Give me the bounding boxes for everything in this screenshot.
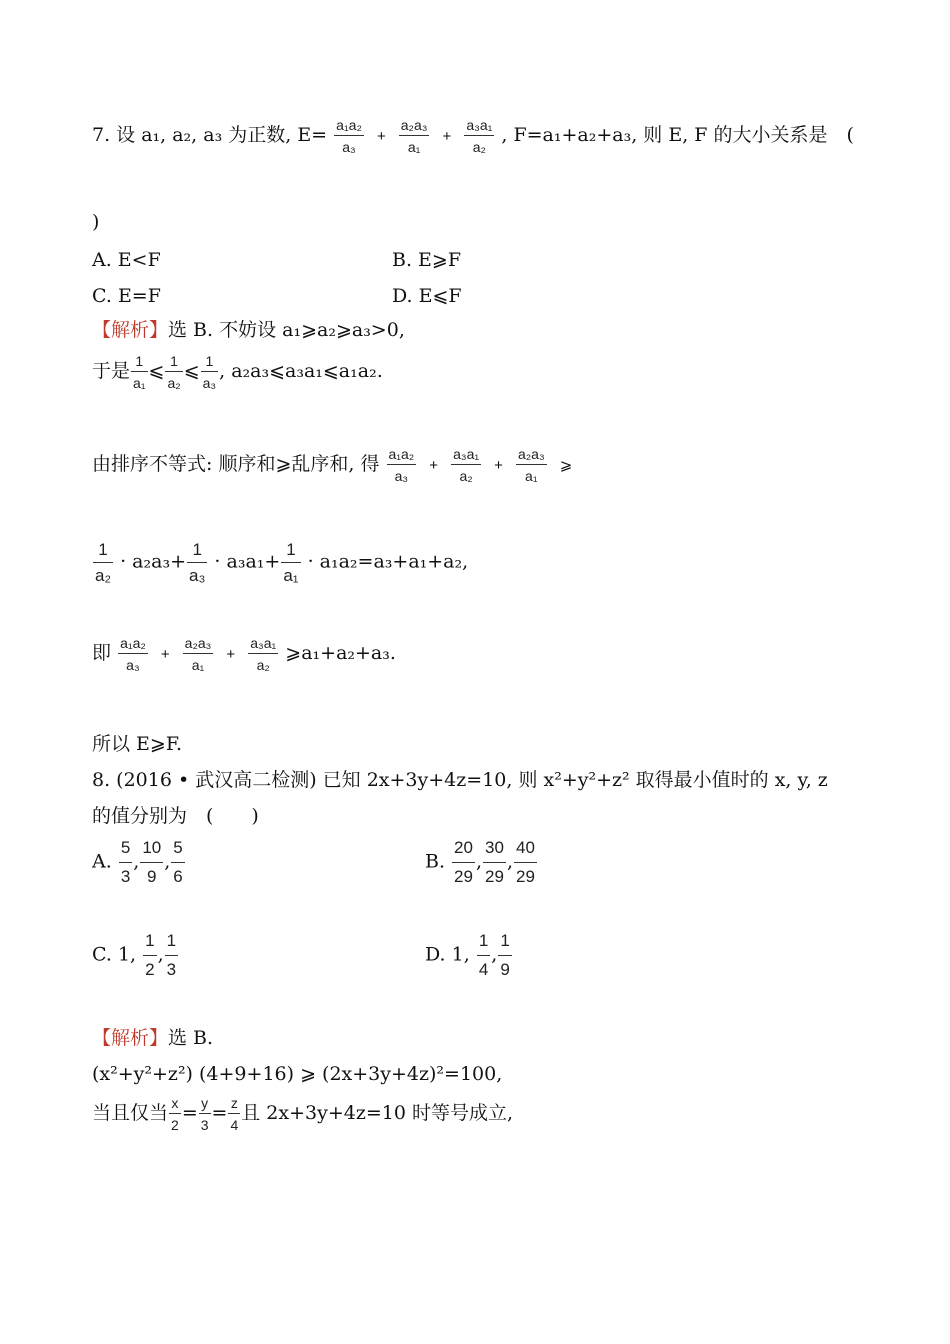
- frac: $\frac{\text{a₂a₃}}{\text{a₁}}$: [184, 635, 212, 673]
- leq-sign: ⩽: [183, 360, 200, 382]
- solution-text: 于是: [92, 360, 131, 382]
- e-term-2: $\frac{\text{a₂a₃}}{\text{a₁}}$: [400, 117, 428, 155]
- frac: $\frac{1}{3}$: [166, 931, 177, 979]
- q7-solution-line1: [92, 321, 405, 340]
- q7-option-b[interactable]: B. E⩾F: [392, 249, 462, 271]
- plus-sign: +: [160, 645, 170, 663]
- plus-sign: +: [376, 127, 386, 145]
- q7-solution-line4: [92, 541, 468, 584]
- q8-option-d[interactable]: [425, 931, 513, 980]
- frac: $\frac{\text{a₁a₂}}{\text{a₃}}$: [388, 446, 415, 484]
- frac: $\frac{\text{a₂a₃}}{\text{a₁}}$: [517, 446, 545, 484]
- solution-tag: 【解析】: [92, 1027, 169, 1049]
- geq-sign: ⩾: [559, 456, 573, 474]
- frac: $\frac{1}{\text{a₂}}$: [167, 353, 181, 391]
- q8-solution-line3: [92, 1096, 513, 1132]
- q8-option-a[interactable]: [92, 838, 186, 887]
- q8-solution-line2: (x²+y²+z²) (4+9+16) ⩾ (2x+3y+4z)²=100,: [92, 1063, 503, 1085]
- leq-sign: ⩽: [148, 360, 165, 382]
- solution-text: 当且仅当: [92, 1102, 169, 1124]
- q7-option-d[interactable]: D. E⩽F: [392, 285, 462, 307]
- frac: $\frac{1}{\text{a₁}}$: [283, 540, 299, 585]
- option-label: A.: [92, 850, 118, 873]
- solution-text: 即: [92, 642, 112, 664]
- frac: $\frac{20}{29}$: [454, 838, 473, 886]
- q8-stem-line2: 的值分别为 ( ): [92, 805, 259, 827]
- q7-solution-line3: [92, 447, 578, 483]
- comma: ,: [164, 850, 171, 873]
- q7-prefix: 7. 设 a₁, a₂, a₃ 为正数, E=: [92, 124, 328, 146]
- frac: $\frac{y}{3}$: [200, 1095, 209, 1133]
- q7-close-paren: ): [92, 211, 100, 233]
- frac: $\frac{\text{a₃a₁}}{\text{a₂}}$: [453, 446, 480, 484]
- frac: $\frac{1}{\text{a₁}}$: [133, 353, 146, 391]
- frac: $\frac{1}{\text{a₃}}$: [189, 540, 206, 585]
- frac: $\frac{40}{29}$: [515, 838, 535, 886]
- solution-text: · a₂a₃+: [114, 550, 186, 573]
- option-label: B.: [425, 850, 452, 873]
- e-term-3: $\frac{\text{a₃a₁}}{\text{a₂}}$: [466, 117, 493, 155]
- frac: $\frac{5}{6}$: [173, 838, 183, 886]
- q7-stem: [92, 118, 854, 154]
- q8-solution-line1: [92, 1029, 213, 1048]
- frac: $\frac{\text{a₁a₂}}{\text{a₃}}$: [120, 635, 146, 673]
- equals-sign: =: [211, 1102, 228, 1124]
- comma: ,: [506, 850, 513, 873]
- option-label: D. 1,: [425, 943, 476, 966]
- solution-text: 由排序不等式: 顺序和⩾乱序和, 得: [92, 453, 380, 475]
- e-term-1: $\frac{\text{a₁a₂}}{\text{a₃}}$: [336, 117, 362, 155]
- q8-stem-line1: 8. (2016 • 武汉高二检测) 已知 2x+3y+4z=10, 则 x²+y²+z² 取得最小值时的 x, y, z: [92, 769, 828, 791]
- frac: $\frac{30}{29}$: [485, 838, 504, 886]
- q7-solution-line6: 所以 E⩾F.: [92, 733, 183, 755]
- q8-option-b[interactable]: [425, 838, 538, 887]
- frac: $\frac{1}{9}$: [500, 931, 510, 979]
- solution-text: · a₃a₁+: [208, 550, 281, 573]
- q7-suffix: , F=a₁+a₂+a₃, 则 E, F 的大小关系是 (: [501, 124, 854, 146]
- frac: $\frac{x}{2}$: [171, 1095, 179, 1133]
- frac: $\frac{z}{4}$: [230, 1095, 239, 1133]
- solution-text: , a₂a₃⩽a₃a₁⩽a₁a₂.: [219, 360, 383, 382]
- comma: ,: [475, 850, 483, 873]
- solution-text: 选 B. 不妨设 a₁⩾a₂⩾a₃>0,: [168, 319, 405, 341]
- q7-option-c[interactable]: C. E=F: [92, 285, 161, 307]
- q7-option-a[interactable]: A. E<F: [92, 249, 161, 271]
- frac: $\frac{1}{\text{a₂}}$: [95, 540, 112, 585]
- frac: $\frac{5}{3}$: [120, 838, 131, 886]
- comma: ,: [157, 943, 164, 966]
- frac: $\frac{1}{4}$: [478, 931, 489, 979]
- equals-sign: =: [181, 1102, 198, 1124]
- solution-tag: 【解析】: [92, 319, 169, 341]
- q7-solution-line5: [92, 636, 396, 672]
- plus-sign: +: [429, 456, 439, 474]
- frac: $\frac{1}{\text{a₃}}$: [202, 353, 217, 391]
- q8-option-c[interactable]: [92, 931, 179, 980]
- plus-sign: +: [226, 645, 236, 663]
- solution-text: 且 2x+3y+4z=10 时等号成立,: [241, 1102, 514, 1124]
- frac: $\frac{\text{a₃a₁}}{\text{a₂}}$: [250, 635, 277, 673]
- solution-text: · a₁a₂=a₃+a₁+a₂,: [301, 550, 469, 573]
- solution-text: 选 B.: [168, 1027, 214, 1049]
- q7-solution-line2: [92, 354, 383, 390]
- frac: $\frac{1}{2}$: [145, 931, 155, 979]
- comma: ,: [491, 943, 498, 966]
- comma: ,: [133, 850, 140, 873]
- plus-sign: +: [494, 456, 503, 474]
- solution-text: ⩾a₁+a₂+a₃.: [285, 642, 396, 664]
- plus-sign: +: [442, 127, 452, 145]
- frac: $\frac{10}{9}$: [142, 838, 162, 886]
- option-label: C. 1,: [92, 943, 143, 966]
